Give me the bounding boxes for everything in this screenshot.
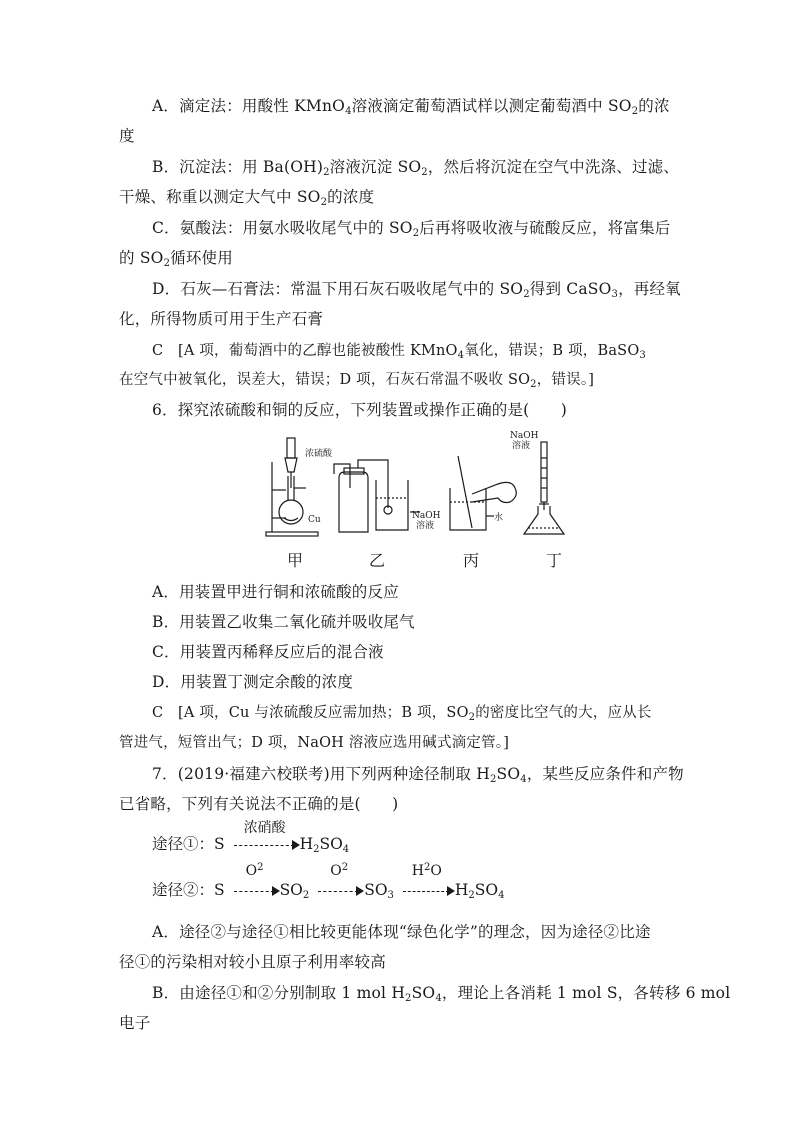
q5-option-d-line1: D．石灰—石膏法：常温下用石灰石吸收尾气中的 $SO_2$得到 CaSO$_3$，再经氧 — [152, 280, 681, 300]
q5-answer-line2: 在空气中被氧化，误差大，错误；D 项，石灰石常温不吸收 $SO_2$，错误。] — [119, 372, 595, 390]
q7-option-b-line1: B．由途径①和②分别制取 1 mol $H_2SO_4$，理论上各消耗 1 mol S，各转移 6 mol — [152, 984, 731, 1004]
q7-option-b-line2: 电子 — [119, 1014, 151, 1032]
apparatus-ding — [524, 442, 564, 534]
q6-answer-line1: C [A 项，Cu 与浓硫酸反应需加热；B 项，$SO_2$的密度比空气的大，应从长 — [152, 705, 652, 723]
route-1-arrow: 浓硝酸 — [230, 835, 300, 855]
apparatus-bing — [450, 456, 516, 530]
apparatus-yi — [334, 460, 420, 532]
q5-option-c-line2: 的 $SO_2$循环使用 — [119, 249, 233, 269]
q6-option-b: B．用装置乙收集二氧化硫并吸收尾气 — [152, 613, 415, 631]
q7-option-a-line1: A．途径②与途径①相比较更能体现“绿色化学”的理念，因为途径②比途 — [152, 923, 651, 941]
q5-option-a-line2: 度 — [119, 127, 135, 145]
route-2-arrow-2: $O^2$ — [314, 881, 364, 901]
label-cu: Cu — [308, 515, 321, 525]
route-2-arrow-1: $O^2$ — [230, 881, 280, 901]
route-2-arrow-3: $H^2O$ — [399, 881, 455, 901]
label-naoh-ding-solution: 溶液 — [512, 441, 531, 451]
label-conc-acid: 浓硫酸 — [305, 449, 333, 459]
q6-option-d: D．用装置丁测定余酸的浓度 — [152, 673, 354, 691]
q6-option-c: C．用装置丙稀释反应后的混合液 — [152, 643, 384, 661]
caption-ding: 丁 — [546, 551, 563, 570]
route-1: 途径①：S 浓硝酸 $H_2SO_4$ — [152, 820, 350, 855]
q6-stem: 6．探究浓硫酸和铜的反应，下列装置或操作正确的是( ) — [152, 401, 568, 419]
q7-stem-line2: 已省略，下列有关说法不正确的是( ) — [119, 795, 399, 813]
q5-option-d-line2: 化，所得物质可用于生产石膏 — [119, 310, 324, 328]
label-naoh-ding: NaOH — [510, 431, 539, 441]
q5-option-a-line1: A．滴定法：用酸性 KMnO$_4$溶液滴定葡萄酒试样以测定葡萄酒中 $SO_2$的浓 — [152, 97, 670, 117]
caption-yi: 乙 — [369, 551, 386, 570]
label-naoh-yi: NaOH — [412, 511, 441, 521]
q5-option-b-line1: B．沉淀法：用 $Ba(OH)_2$溶液沉淀 $SO_2$，然后将沉淀在空气中洗涤、过滤、 — [152, 158, 680, 178]
caption-jia: 甲 — [287, 551, 304, 570]
q7-stem-line1: 7．(2019·福建六校联考)用下列两种途径制取 $H_2SO_4$，某些反应条件和产物 — [152, 765, 684, 785]
caption-bing: 丙 — [463, 551, 480, 570]
label-naoh-yi-solution: 溶液 — [416, 521, 435, 531]
label-water: 水 — [494, 513, 504, 523]
q7-option-a-line2: 径①的污染相对较小且原子利用率较高 — [119, 953, 386, 971]
route-2: 途径②：S $O^2$ $SO_2$ $O^2$ $SO_3$ $H^2O$ $H_2SO_4$ — [152, 862, 505, 901]
q5-option-b-line2: 干燥、称重以测定大气中 $SO_2$的浓度 — [119, 188, 375, 208]
q5-option-c-line1: C．氨酸法：用氨水吸收尾气中的 $SO_2$后再将吸收液与硫酸反应，将富集后 — [152, 219, 671, 239]
q6-option-a: A．用装置甲进行铜和浓硫酸的反应 — [152, 583, 399, 601]
q5-answer-line1: C [A 项，葡萄酒中的乙醇也能被酸性 KMnO$_4$氧化，错误；B 项，BaSO$_3$ — [152, 343, 646, 361]
q6-answer-line2: 管进气，短管出气；D 项，NaOH 溶液应选用碱式滴定管。] — [119, 735, 510, 751]
apparatus-figure — [258, 428, 578, 578]
